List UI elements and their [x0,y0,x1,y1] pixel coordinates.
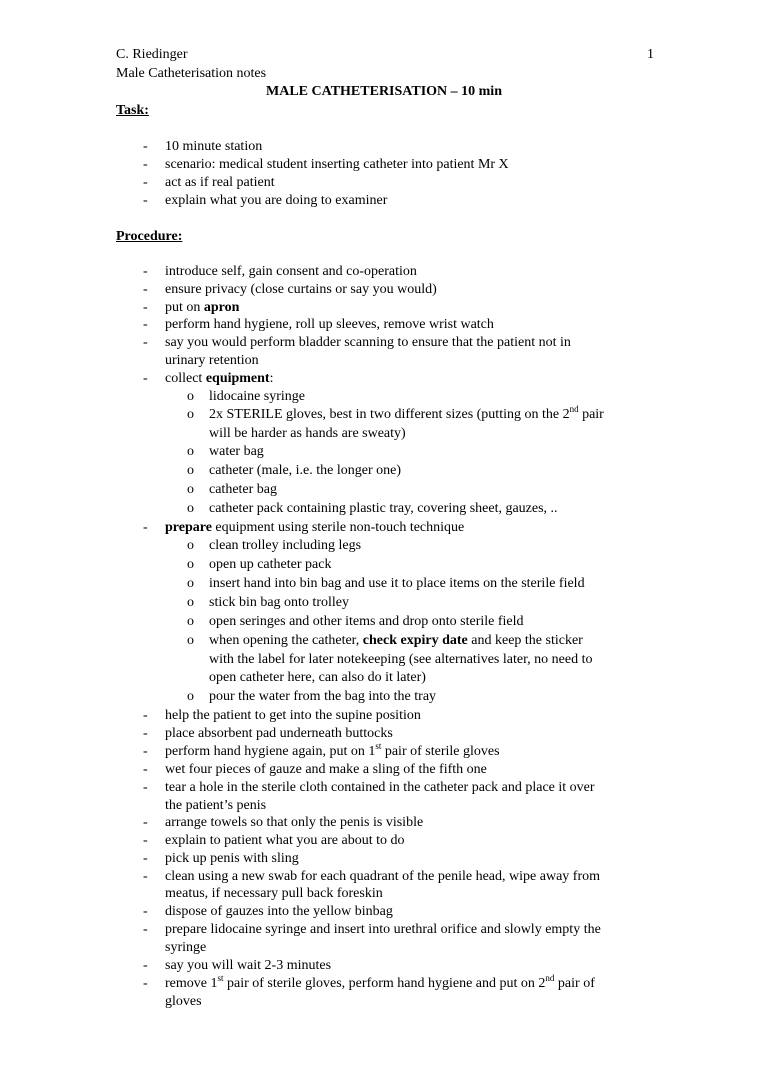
sub-bullet: o [187,463,194,478]
list-dash: - [143,317,148,332]
sub-item-text: catheter bag [209,482,278,497]
list-text: collect equipment: [165,371,274,386]
list-text: prepare lidocaine syringe and insert into urethral orifice and slowly empty the [165,922,601,937]
sub-bullet: o [187,576,194,591]
header-subtitle: Male Catheterisation notes [116,66,267,81]
list-text: clean using a new swab for each quadrant of the penile head, wipe away from [165,869,600,884]
sub-bullet: o [187,501,194,516]
list-text: 10 minute station [165,139,263,154]
list-dash: - [143,300,148,315]
list-text: scenario: medical student inserting catheter into patient Mr X [165,157,509,172]
sub-item-text: stick bin bag onto trolley [209,595,349,610]
sub-bullet: o [187,557,194,572]
emphasis-expiry-date: check expiry date [362,633,468,648]
list-text: say you will wait 2-3 minutes [165,958,332,973]
document-title: MALE CATHETERISATION – 10 min [266,84,502,99]
list-dash: - [143,780,148,795]
list-text: act as if real patient [165,175,275,190]
list-text: perform hand hygiene again, put on 1st pair of sterile gloves [165,741,500,759]
list-dash: - [143,371,148,386]
list-dash: - [143,726,148,741]
list-text-cont: urinary retention [165,353,259,368]
list-text: remove 1st pair of sterile gloves, perform hand hygiene and put on 2nd pair of [165,973,595,991]
list-text: explain what you are doing to examiner [165,193,388,208]
header-author: C. Riedinger [116,47,188,62]
sub-bullet: o [187,389,194,404]
list-dash: - [143,139,148,154]
list-dash: - [143,833,148,848]
list-text: pick up penis with sling [165,851,299,866]
sub-item-text: clean trolley including legs [209,538,362,553]
list-text: place absorbent pad underneath buttocks [165,726,393,741]
sub-item-text: insert hand into bin bag and use it to place items on the sterile field [209,576,585,591]
sub-item-text-cont: open catheter here, can also do it later) [209,670,426,685]
list-text: put on apron [165,300,240,315]
list-text: arrange towels so that only the penis is visible [165,815,424,830]
list-text: say you would perform bladder scanning to ensure that the patient not in [165,335,571,350]
sub-item-text: when opening the catheter, check expiry date and keep the sticker [209,633,583,648]
list-text-cont: syringe [165,940,207,955]
sub-bullet: o [187,633,194,648]
page-number: 1 [647,47,654,62]
list-text: perform hand hygiene, roll up sleeves, remove wrist watch [165,317,494,332]
list-text: prepare equipment using sterile non-touch technique [165,520,465,535]
list-dash: - [143,762,148,777]
sub-item-text: catheter (male, i.e. the longer one) [209,463,402,478]
emphasis-prepare: prepare [165,520,212,535]
list-text: dispose of gauzes into the yellow binbag [165,904,393,919]
list-dash: - [143,851,148,866]
sub-item-text: open up catheter pack [209,557,332,572]
list-dash: - [143,744,148,759]
sub-item-text: open seringes and other items and drop onto sterile field [209,614,524,629]
list-dash: - [143,708,148,723]
sub-item-text-cont: will be harder as hands are sweaty) [209,426,406,441]
list-text: wet four pieces of gauze and make a sling of the fifth one [165,762,487,777]
task-heading: Task: [116,103,149,118]
list-text: introduce self, gain consent and co-operation [165,264,417,279]
sub-bullet: o [187,538,194,553]
list-dash: - [143,282,148,297]
list-dash: - [143,335,148,350]
list-dash: - [143,815,148,830]
sub-item-text: water bag [209,444,264,459]
sub-item-text: lidocaine syringe [209,389,306,404]
list-dash: - [143,175,148,190]
list-dash: - [143,520,148,535]
sub-item-text-cont: with the label for later notekeeping (see alternatives later, no need to [209,652,593,667]
list-text-cont: gloves [165,994,202,1009]
list-dash: - [143,264,148,279]
list-dash: - [143,922,148,937]
sub-item-text: catheter pack containing plastic tray, covering sheet, gauzes, .. [209,501,558,516]
sub-bullet: o [187,482,194,497]
list-dash: - [143,904,148,919]
sub-bullet: o [187,444,194,459]
sub-item-text: 2x STERILE gloves, best in two different sizes (putting on the 2nd pair [209,404,604,422]
list-text: help the patient to get into the supine position [165,708,421,723]
list-text-cont: meatus, if necessary pull back foreskin [165,886,383,901]
list-text: explain to patient what you are about to do [165,833,405,848]
list-dash: - [143,869,148,884]
sub-bullet: o [187,407,194,422]
list-text: tear a hole in the sterile cloth contained in the catheter pack and place it over [165,780,595,795]
list-dash: - [143,958,148,973]
list-dash: - [143,193,148,208]
emphasis-apron: apron [203,300,240,315]
list-dash: - [143,976,148,991]
list-text-cont: the patient’s penis [165,798,267,813]
sub-item-text: pour the water from the bag into the tray [209,689,437,704]
list-text: ensure privacy (close curtains or say you would) [165,282,437,297]
sub-bullet: o [187,614,194,629]
emphasis-equipment: equipment [205,371,270,386]
sub-bullet: o [187,595,194,610]
list-dash: - [143,157,148,172]
procedure-heading: Procedure: [116,229,183,244]
sub-bullet: o [187,689,194,704]
